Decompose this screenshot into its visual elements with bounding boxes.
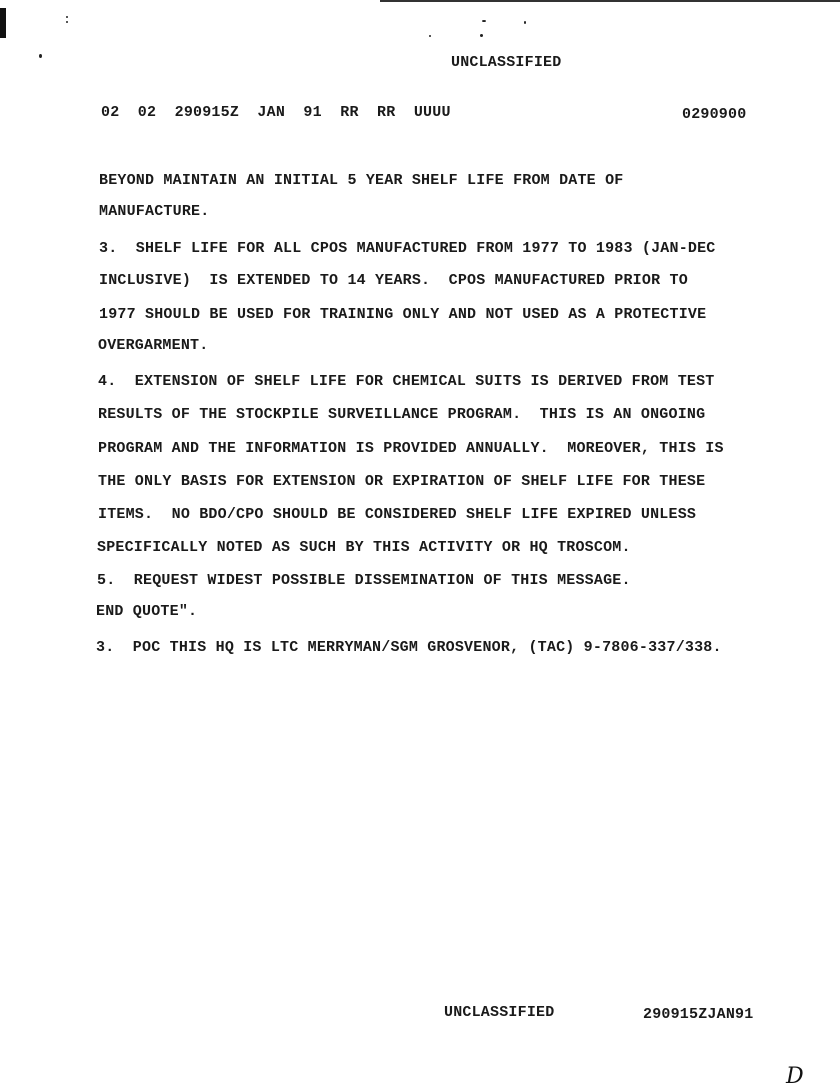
scan-speck: [429, 35, 431, 37]
body-line: RESULTS OF THE STOCKPILE SURVEILLANCE PROGRAM. THIS IS AN ONGOING: [98, 406, 706, 423]
scan-speck: [482, 20, 486, 22]
body-line: 1977 SHOULD BE USED FOR TRAINING ONLY AND NOT USED AS A PROTECTIVE: [99, 306, 707, 323]
body-line: 4. EXTENSION OF SHELF LIFE FOR CHEMICAL SUITS IS DERIVED FROM TEST: [98, 373, 715, 390]
body-line: END QUOTE".: [96, 603, 198, 620]
body-line: OVERGARMENT.: [98, 337, 209, 354]
body-line: PROGRAM AND THE INFORMATION IS PROVIDED ANNUALLY. MOREOVER, THIS IS: [98, 440, 724, 457]
scan-speck: [480, 34, 483, 37]
top-classification-marking: UNCLASSIFIED: [451, 54, 562, 71]
scan-top-rule: [380, 0, 840, 2]
body-line: 5. REQUEST WIDEST POSSIBLE DISSEMINATION OF THIS MESSAGE.: [97, 572, 631, 589]
message-reference-number: 0290900: [682, 106, 747, 123]
body-line: THE ONLY BASIS FOR EXTENSION OR EXPIRATION OF SHELF LIFE FOR THESE: [98, 473, 706, 490]
body-line: 3. SHELF LIFE FOR ALL CPOS MANUFACTURED FROM 1977 TO 1983 (JAN-DEC: [99, 240, 716, 257]
body-line: MANUFACTURE.: [99, 203, 210, 220]
footer-date-time-group: 290915ZJAN91: [643, 1006, 754, 1023]
scan-speck: [39, 54, 42, 58]
body-line: ITEMS. NO BDO/CPO SHOULD BE CONSIDERED SHELF LIFE EXPIRED UNLESS: [98, 506, 697, 523]
body-line: INCLUSIVE) IS EXTENDED TO 14 YEARS. CPOS MANUFACTURED PRIOR TO: [99, 272, 688, 289]
scan-edge-mark: [0, 8, 6, 38]
body-line: BEYOND MAINTAIN AN INITIAL 5 YEAR SHELF LIFE FROM DATE OF: [99, 172, 624, 189]
scan-speck: [66, 21, 68, 23]
body-line: 3. POC THIS HQ IS LTC MERRYMAN/SGM GROSVENOR, (TAC) 9-7806-337/338.: [96, 639, 722, 656]
handwritten-initial: D: [786, 1064, 804, 1089]
message-header-line: 02 02 290915Z JAN 91 RR RR UUUU: [101, 104, 451, 121]
scan-speck: [524, 21, 526, 24]
bottom-classification-marking: UNCLASSIFIED: [444, 1004, 555, 1021]
body-line: SPECIFICALLY NOTED AS SUCH BY THIS ACTIVITY OR HQ TROSCOM.: [97, 539, 631, 556]
scan-speck: [66, 16, 68, 18]
